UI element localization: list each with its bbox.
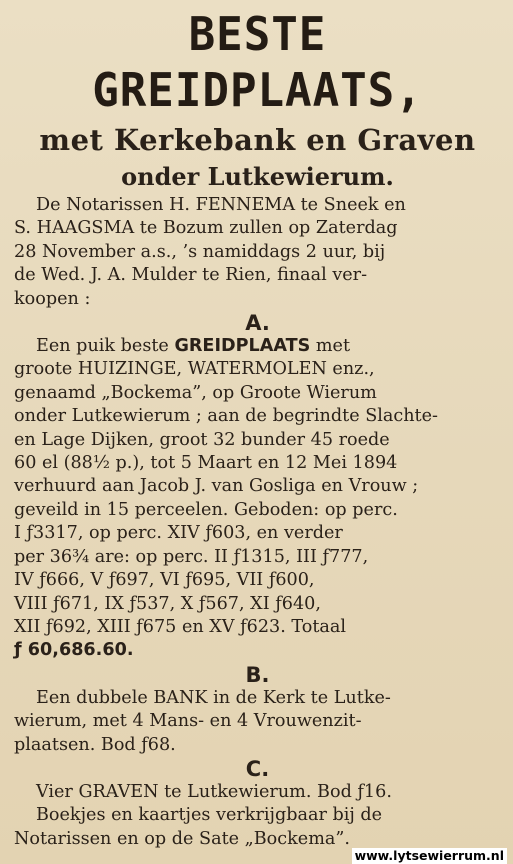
website-credit: www.lytsewierrum.nl xyxy=(352,848,507,864)
ad-location: onder Lutkewierum. xyxy=(121,162,394,191)
greidplaats-word: GREIDPLAATS xyxy=(174,336,311,357)
section-a-line: groote HUIZINGE, WATERMOLEN enz., xyxy=(14,359,375,380)
section-a-total: ƒ 60,686.60. xyxy=(14,640,134,661)
section-b-line: wierum, met 4 Mans- en 4 Vrouwenzit- xyxy=(14,711,362,732)
ad-title: BESTE GREIDPLAATS, xyxy=(92,7,423,117)
section-a-line1-end: met xyxy=(315,336,351,357)
section-a-line: verhuurd aan Jacob J. van Gosliga en Vrouw ; xyxy=(14,476,419,497)
intro-line: 28 November a.s., ’s namiddags 2 uur, bij xyxy=(14,241,386,262)
section-b-paragraph xyxy=(14,687,501,757)
section-c-line: Boekjes en kaartjes verkrijgbaar bij de xyxy=(36,805,383,826)
section-a-line: 60 el (88½ p.), tot 5 Maart en 12 Mei 1894 xyxy=(14,453,398,474)
section-a-first-line xyxy=(14,335,501,358)
section-b-line: plaatsen. Bod ƒ68. xyxy=(14,734,176,755)
section-b-label: B. xyxy=(245,662,270,687)
section-a-line: per 36¾ are: op perc. II ƒ1315, III ƒ777, xyxy=(14,546,369,567)
section-a-line1-start: Een puik beste xyxy=(36,336,169,357)
section-a-label: A. xyxy=(245,311,270,336)
intro-line: De Notarissen H. FENNEMA te Sneek en xyxy=(36,195,406,215)
section-a-line: genaamd „Bockema”, op Groote Wierum xyxy=(14,382,377,403)
section-c-line: Vier GRAVEN te Lutkewierum. Bod ƒ16. xyxy=(36,781,392,802)
section-a-line: geveild in 15 perceelen. Geboden: op perc. xyxy=(14,499,398,520)
section-c-label: C. xyxy=(245,756,270,781)
intro-line: koopen : xyxy=(14,288,91,309)
intro-line: de Wed. J. A. Mulder te Rien, finaal ver- xyxy=(14,265,368,286)
intro-line: S. HAAGSMA te Bozum zullen op Zaterdag xyxy=(14,218,398,239)
section-c-paragraph xyxy=(14,781,501,851)
section-a-line: I ƒ3317, op perc. XIV ƒ603, en verder xyxy=(14,523,343,544)
section-a-line: en Lage Dijken, groot 32 bunder 45 roede xyxy=(14,429,390,450)
section-a-line: VIII ƒ671, IX ƒ537, X ƒ567, XI ƒ640, xyxy=(14,593,321,614)
section-a-line: IV ƒ666, V ƒ697, VI ƒ695, VII ƒ600, xyxy=(14,570,315,591)
intro-paragraph xyxy=(14,194,501,311)
section-a-paragraph xyxy=(14,335,501,663)
section-c-line: Notarissen en op de Sate „Bockema”. xyxy=(14,828,350,849)
section-b-line: Een dubbele BANK in de Kerk te Lutke- xyxy=(36,687,391,708)
ad-subtitle: met Kerkebank en Graven xyxy=(39,123,476,157)
section-a-line: XII ƒ692, XIII ƒ675 en XV ƒ623. Totaal xyxy=(14,616,347,637)
section-a-line: onder Lutkewierum ; aan de begrindte Slachte- xyxy=(14,406,438,427)
